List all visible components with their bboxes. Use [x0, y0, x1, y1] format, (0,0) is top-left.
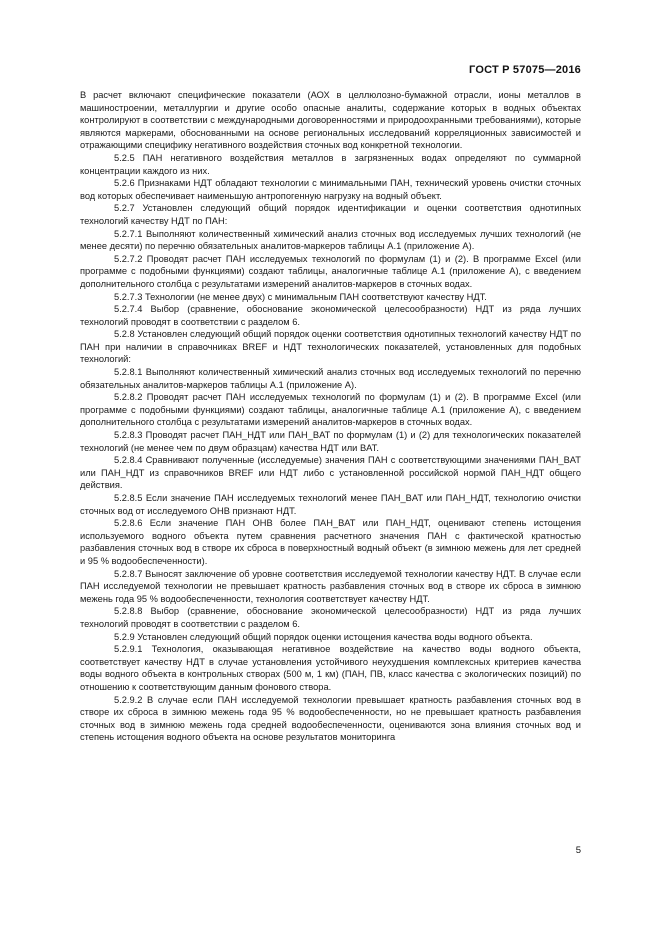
paragraph: 5.2.9.2 В случае если ПАН исследуемой технологии превышает кратность разбавления сточных вод в створе их сброса в зимнюю межень года 95 % водообеспеченности, но не превышает кратность разбавления сточных вод в зимнюю межень года средней водообеспеченности, оцениваются зона влияния сточных вод и степень истощения водного объекта на основе результатов мониторинга [80, 694, 581, 743]
paragraph: 5.2.8.6 Если значение ПАН ОНВ более ПАН_BAT или ПАН_НДТ, оценивают степень истощения используемого водного объекта путем сравнения расчетного значения ПАН с фактической кратностью разбавления сточных вод в створе их сброса в поверхностный водный объект (в зимнюю межень для лет средней и 95 % водообеспеченности). [80, 518, 581, 566]
paragraph: 5.2.8.2 Проводят расчет ПАН исследуемых технологий по формулам (1) и (2). В программе Excel (или программе с подобными функциями) создают таблицы, аналогичные таблице А.1 (приложение А), с введением дополнительного столбца с результатами измерений аналитов-маркеров в сточных водах. [80, 392, 581, 428]
paragraph: В расчет включают специфические показатели (АОХ в целлюлозно-бумажной отрасли, ионы металлов в машиностроении, металлургии и другие особо опасные аналиты, содержание которых в водных объектах контролируют в соответствии с международными договоренностями и природоохранными требованиями), которые являются маркерами, обоснованными на основе региональных исследований корреляционных зависимостей и отражающими специфику негативного воздействия сточных вод конкретной технологии. [80, 90, 581, 151]
paragraph: 5.2.8.8 Выбор (сравнение, обоснование экономической целесообразности) НДТ из ряда лучших технологий проводят в соответствии с разделом 6. [80, 606, 581, 629]
paragraph: 5.2.7.4 Выбор (сравнение, обоснование экономической целесообразности) НДТ из ряда лучших технологий проводят в соответствии с разделом 6. [80, 304, 581, 327]
paragraph: 5.2.6 Признаками НДТ обладают технологии с минимальными ПАН, технический уровень очистки сточных вод которых обеспечивает наименьшую антропогенную нагрузку на водный объект. [80, 178, 581, 201]
paragraph: 5.2.9.1 Технология, оказывающая негативное воздействие на качество воды водного объекта, соответствует качеству НДТ в случае установления устойчивого неухудшения комплексных критериев качества воды водного объекта в контрольных створах (500 м, 1 км) (ПАН, ПВ, класс качества с экологических позиций) по отношению к соответствующим данным фонового створа. [80, 644, 581, 692]
paragraph: 5.2.7.2 Проводят расчет ПАН исследуемых технологий по формулам (1) и (2). В программе Excel (или программе с подобными функциями) создают таблицы, аналогичные таблице А.1 (приложение А), с введением дополнительного столбца с результатами измерений аналитов-маркеров в сточных водах. [80, 253, 581, 289]
paragraph: 5.2.8.7 Выносят заключение об уровне соответствия исследуемой технологии качеству НДТ. В случае если ПАН исследуемой технологии не превышает кратность разбавления сточных вод в створе их сброса в зимнюю межень года 95 % водообеспеченности, технология соответствует качеству НДТ. [80, 568, 581, 604]
paragraph: 5.2.7.1 Выполняют количественный химический анализ сточных вод исследуемых лучших технологий (не менее десяти) по перечню обязательных аналитов-маркеров таблицы А.1 (приложение А). [80, 228, 581, 252]
paragraph: 5.2.8.1 Выполняют количественный химический анализ сточных вод исследуемых технологий по перечню обязательных аналитов-маркеров таблицы А.1 (приложение А). [80, 367, 581, 390]
paragraph: 5.2.9 Установлен следующий общий порядок оценки истощения качества воды водного объекта. [114, 631, 533, 642]
paragraph: 5.2.8.4 Сравнивают полученные (исследуемые) значения ПАН с соответствующими значениями ПАН_BAT или ПАН_НДТ из справочников BREF или НДТ либо с установленной российской нормой ПАН_НДТ общего действия. [80, 455, 581, 491]
paragraph: 5.2.7.3 Технологии (не менее двух) с минимальным ПАН соответствуют качеству НДТ. [114, 291, 487, 302]
paragraph: 5.2.8.5 Если значение ПАН исследуемых технологий менее ПАН_BAT или ПАН_НДТ, технологию очистки сточных вод от исследуемого ОНВ признают НДТ. [80, 493, 581, 516]
page-number: 5 [575, 845, 581, 856]
document-body [80, 89, 581, 744]
paragraph: 5.2.8.3 Проводят расчет ПАН_НДТ или ПАН_BAT по формулам (1) и (2) для технологических показателей технологий (не менее чем по двум образцам) качества НДТ или BAT. [80, 430, 581, 453]
paragraph: 5.2.5 ПАН негативного воздействия металлов в загрязненных водах определяют по суммарной концентрации каждого из них. [80, 152, 581, 176]
paragraph: 5.2.8 Установлен следующий общий порядок оценки соответствия однотипных технологий качеству НДТ по ПАН при наличии в справочниках BREF и НДТ технологических показателей, установленных для подобных технологий: [80, 329, 581, 365]
paragraph: 5.2.7 Установлен следующий общий порядок идентификации и оценки соответствия однотипных технологий качеству НДТ по ПАН: [80, 203, 581, 226]
standard-header: ГОСТ Р 57075—2016 [469, 64, 581, 76]
